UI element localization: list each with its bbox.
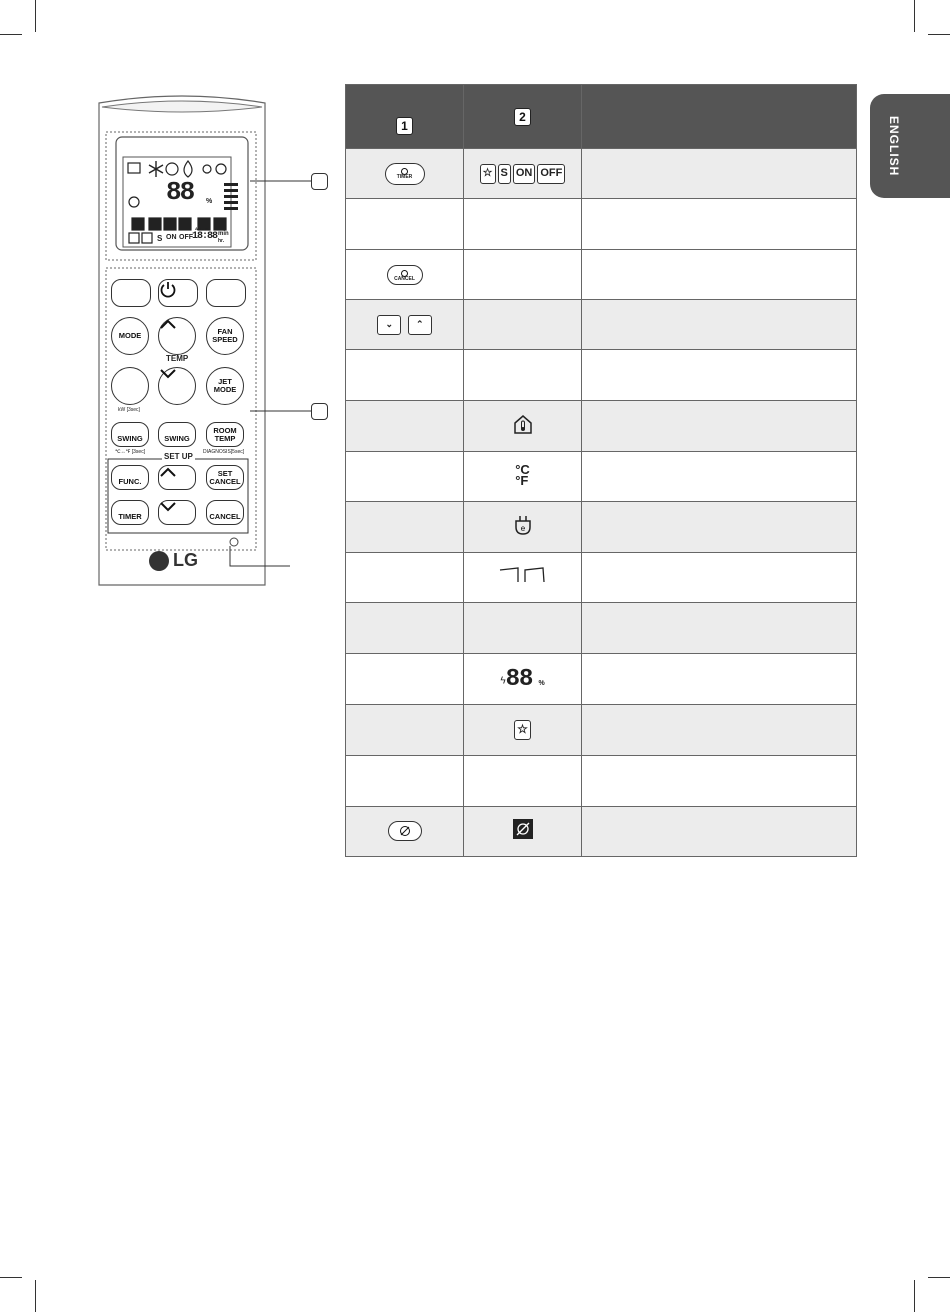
timer-label: TIMER	[118, 511, 142, 521]
table-cell	[582, 300, 857, 350]
jet-mode-label: JET MODE	[213, 377, 237, 394]
svg-text:e: e	[520, 523, 525, 533]
table-cell	[346, 705, 464, 756]
star-icon: ☆	[480, 164, 496, 184]
table-cell	[582, 654, 857, 705]
fan-speed-label: FAN SPEED	[212, 327, 238, 344]
table-row	[346, 705, 857, 756]
func-label: FUNC.	[118, 476, 142, 486]
crop-mark	[0, 1277, 22, 1278]
setup-label: SET UP	[164, 452, 193, 461]
cancel-key-label: CANCEL	[394, 275, 415, 282]
crop-mark	[914, 0, 915, 32]
function-table	[345, 84, 857, 857]
table-cell	[464, 756, 582, 807]
star-icon: ☆	[514, 720, 531, 740]
timer-key-icon	[385, 163, 425, 185]
table-cell	[582, 756, 857, 807]
table-cell	[346, 654, 464, 705]
table-cell	[346, 502, 464, 553]
unit-c: C	[520, 461, 530, 477]
table-row	[346, 603, 857, 654]
table-cell	[346, 553, 464, 603]
energy-plug-icon	[513, 514, 533, 536]
table-cell	[464, 705, 582, 756]
table-row	[346, 654, 857, 705]
crop-mark	[928, 34, 950, 35]
lcd-on: ON	[166, 234, 177, 241]
timer-key-label: TIMER	[396, 174, 413, 181]
table-cell	[582, 149, 857, 199]
table-cell	[464, 199, 582, 250]
swing-label-1: SWING	[117, 433, 143, 443]
display-s: S	[498, 164, 511, 184]
table-cell	[346, 603, 464, 654]
table-cell	[464, 149, 582, 199]
swing-label-2: SWING	[164, 433, 190, 443]
table-cell	[346, 149, 464, 199]
table-cell	[464, 553, 582, 603]
lg-logo-text: LG	[173, 550, 198, 570]
display-unit: %	[538, 679, 545, 687]
table-row	[346, 250, 857, 300]
callout-display	[311, 173, 328, 190]
kw-label: kW [3sec]	[118, 407, 140, 413]
table-cell	[346, 401, 464, 452]
table-cell	[582, 502, 857, 553]
table-cell	[582, 199, 857, 250]
table-cell	[582, 705, 857, 756]
lcd-time: 18:88	[192, 231, 218, 242]
table-row	[346, 149, 857, 199]
table-cell	[582, 603, 857, 654]
header-number-2: 2	[514, 108, 531, 126]
lcd-percent: %	[206, 198, 213, 205]
table-cell	[464, 502, 582, 553]
table-row	[346, 452, 857, 502]
crop-mark	[928, 1277, 950, 1278]
table-cell	[582, 401, 857, 452]
table-row	[346, 553, 857, 603]
table-cell	[346, 452, 464, 502]
table-row	[346, 350, 857, 401]
table-cell	[346, 300, 464, 350]
table-cell	[582, 553, 857, 603]
table-cell	[582, 452, 857, 502]
crop-mark	[914, 1280, 915, 1312]
unit-f: F	[520, 472, 529, 488]
table-cell	[582, 350, 857, 401]
table-cell	[346, 199, 464, 250]
table-header-row	[346, 85, 857, 149]
celsius-fahrenheit-icon: °C °F	[515, 461, 530, 488]
lcd-ampm: AM PM	[195, 226, 209, 231]
crop-mark	[35, 1280, 36, 1312]
lcd-min: min	[218, 231, 229, 237]
lightning-icon: ϟ	[500, 674, 506, 686]
room-temp-label: ROOM TEMP	[213, 425, 237, 443]
cf-switch-label: ℃↔℉ [3sec]	[115, 449, 146, 455]
table-row	[346, 502, 857, 553]
chevron-up-icon: ⌃	[408, 315, 432, 335]
table-header-col2	[464, 85, 582, 149]
table-cell	[464, 401, 582, 452]
table-cell	[346, 807, 464, 857]
table-cell	[582, 250, 857, 300]
table-row	[346, 199, 857, 250]
diagnosis-label: DIAGNOSIS[5sec]	[203, 449, 245, 455]
callout-buttons	[311, 403, 328, 420]
table-row	[346, 756, 857, 807]
display-digits: 88	[505, 665, 533, 693]
header-number-1: 1	[396, 117, 413, 135]
chevron-down-icon: ⌄	[377, 315, 401, 335]
table-header-col1	[346, 85, 464, 149]
room-temperature-icon	[512, 413, 534, 435]
swing-vane-icon	[498, 566, 548, 584]
display-off: OFF	[537, 164, 565, 184]
table-row	[346, 300, 857, 350]
table-cell	[464, 603, 582, 654]
leader-lines	[0, 0, 350, 600]
cancel-label: CANCEL	[209, 511, 241, 521]
table-cell	[464, 654, 582, 705]
table-cell	[582, 807, 857, 857]
display-on: ON	[513, 164, 536, 184]
table-row	[346, 807, 857, 857]
mosquito-key-icon	[388, 821, 422, 841]
mosquito-away-icon	[513, 819, 533, 839]
cancel-key-icon	[387, 265, 423, 285]
language-tab-label: ENGLISH	[887, 116, 901, 177]
language-tab	[870, 94, 950, 198]
set-cancel-label: SET CANCEL	[209, 468, 241, 486]
table-cell	[464, 350, 582, 401]
mode-button[interactable]: MODE	[111, 317, 149, 355]
table-header-col3	[582, 85, 857, 149]
lcd-digits: 88	[166, 177, 194, 207]
temp-label: TEMP	[166, 354, 189, 363]
table-row	[346, 401, 857, 452]
table-cell	[346, 250, 464, 300]
table-cell	[464, 807, 582, 857]
lcd-off: OFF	[179, 234, 193, 241]
table-cell	[464, 300, 582, 350]
lcd-hr: hr.	[218, 238, 225, 244]
table-cell	[464, 452, 582, 502]
table-cell	[346, 350, 464, 401]
table-cell	[464, 250, 582, 300]
lcd-s: S	[157, 234, 163, 243]
table-cell	[346, 756, 464, 807]
